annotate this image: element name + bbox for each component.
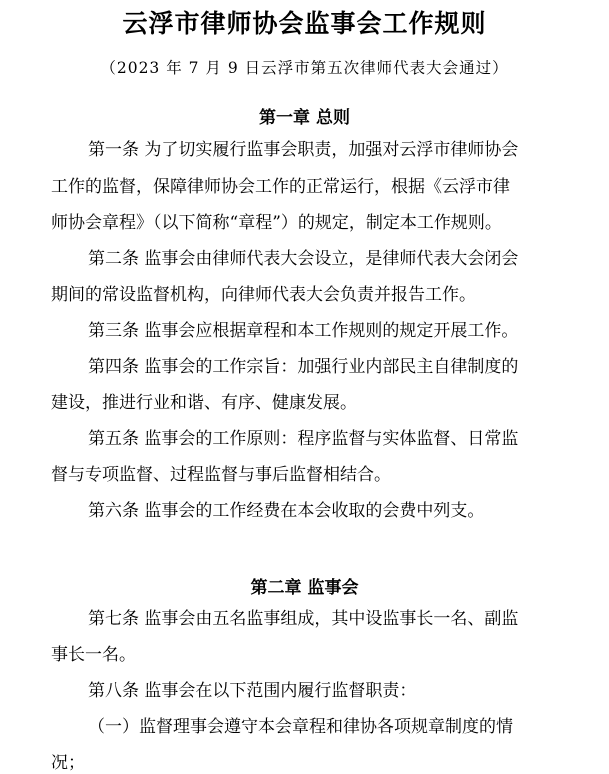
article-line: （一）监督理事会遵守本会章程和律协各项规章制度的情 xyxy=(88,717,513,737)
article-line: 第八条 监事会在以下范围内履行监督职责： xyxy=(88,681,417,701)
article-line: 第一条 为了切实履行监事会职责，加强对云浮市律师协会 xyxy=(88,140,519,160)
article-line: 事长一名。 xyxy=(51,645,136,665)
article-line: 督与专项监督、过程监督与事后监督相结合。 xyxy=(51,465,391,485)
article-line: 工作的监督，保障律师协会工作的正常运行，根据《云浮市律 xyxy=(51,177,510,197)
article-line: 第五条 监事会的工作原则：程序监督与实体监督、日常监 xyxy=(88,429,519,449)
chapter-2-heading: 第二章 监事会 xyxy=(250,578,359,598)
document-subtitle: （2023 年 7 月 9 日云浮市第五次律师代表大会通过） xyxy=(100,59,509,77)
article-line: 况； xyxy=(51,753,85,773)
article-line: 第三条 监事会应根据章程和本工作规则的规定开展工作。 xyxy=(88,321,519,341)
article-line: 第四条 监事会的工作宗旨：加强行业内部民主自律制度的 xyxy=(88,357,519,377)
article-line: 期间的常设监督机构，向律师代表大会负责并报告工作。 xyxy=(51,285,476,305)
chapter-1-heading: 第一章 总则 xyxy=(259,108,350,128)
article-line: 第六条 监事会的工作经费在本会收取的会费中列支。 xyxy=(88,501,485,521)
article-line: 建设，推进行业和谐、有序、健康发展。 xyxy=(51,393,357,413)
document-title: 云浮市律师协会监事会工作规则 xyxy=(122,9,487,38)
article-line: 第二条 监事会由律师代表大会设立，是律师代表大会闭会 xyxy=(88,249,519,269)
article-line: 第七条 监事会由五名监事组成，其中设监事长一名、副监 xyxy=(88,609,519,629)
article-line: 师协会章程》（以下简称“章程”）的规定，制定本工作规则。 xyxy=(51,213,502,233)
